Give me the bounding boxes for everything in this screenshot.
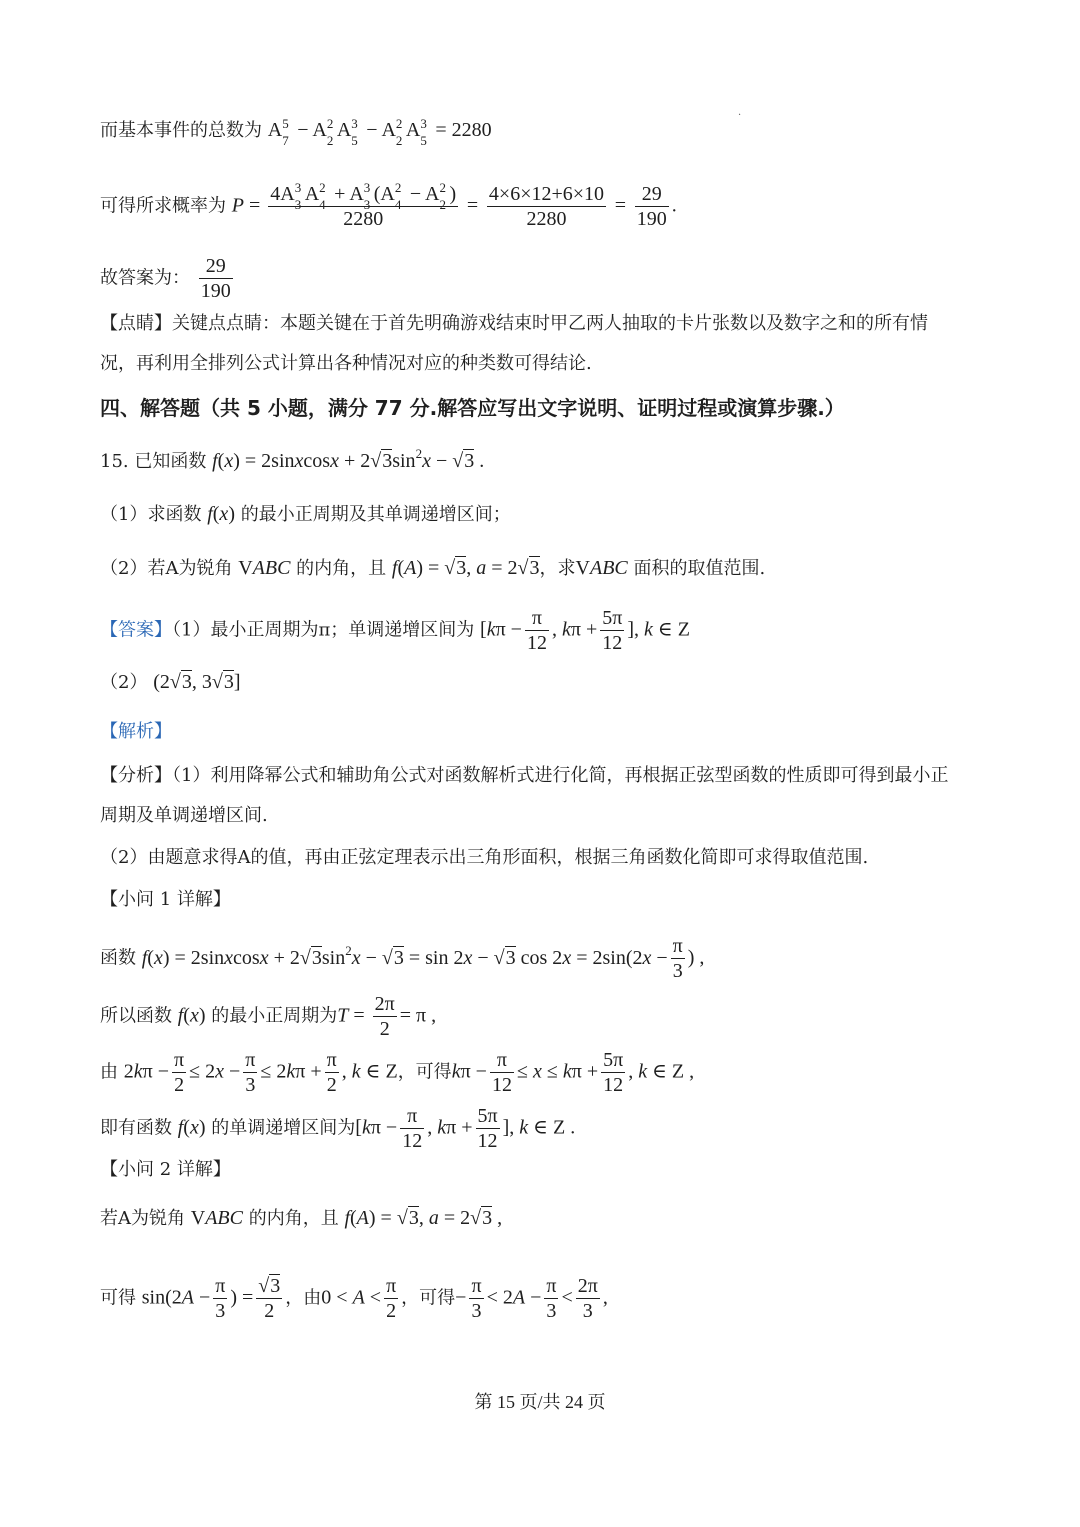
fenxi-tag: 【分析】 — [100, 765, 172, 786]
page-footer: 第 15 页/共 24 页 — [474, 1392, 606, 1412]
prob-label: 可得所求概率为 — [100, 195, 226, 217]
q15-part2-text-3: 面积的取值范围. — [633, 558, 766, 579]
fenxi-line-3: （2）由题意求得A的值，再由正弦定理表示出三角形面积，根据三角函数化简即可求得取值范围. — [100, 847, 869, 868]
answer-line — [100, 254, 990, 303]
sub2-keyi: 可得 — [100, 1287, 136, 1309]
dianjing-text-2: 况，再利用全排列公式计算出各种情况对应的种类数可得结论. — [100, 353, 592, 374]
prob-fraction-1: 4A 3 3 A 2 4 + A 3 3 (A 2 4 − A 2 2 ) 2280 — [270, 180, 457, 230]
sub2-line-2: 可得 sin(2A − $\frac{\pi}{3}$ ) = $\frac{√3}{2}$ ，由0 < A < $\frac{\pi}{2}$ ，可得− $\frac{\pi}{3}$ < 2A − $\frac{\pi}{3}$ < $\frac{2\pi}{3}$ , — [100, 1275, 608, 1322]
interval-label: 即有函数 — [100, 1117, 172, 1139]
basic-events-formula: A 5 7 − A 2 2 A 3 5 − A 2 2 A 3 5 = 2280 — [267, 116, 492, 149]
q15-part2: （2）若A为锐角 VABC 的内角，且 f(A) = √3, a = 2√3，求VABC 面积的取值范围. — [100, 557, 766, 579]
answer-1-line: 【答案】（1）最小正周期为π；单调递增区间为 [kπ − $\frac{\pi}{12}$ , kπ + $\frac{5\pi}{12}$ ], k ∈ Z — [100, 607, 690, 654]
jiexi-tag: 【解析】 — [100, 721, 172, 742]
probability-line: 可得所求概率为 P = 4A 3 3 A 2 4 + A 3 3 (A 2 4 − A 2 2 ) 2280 = $\frac{4\times 6\times 12+6\times 10}{2280}$ = $\frac{29}{190}$ . — [100, 180, 677, 230]
interval-text: 的单调递增区间为 — [211, 1117, 356, 1139]
answer-label: 故答案为： — [100, 267, 190, 289]
period-label: 所以函数 — [100, 1005, 172, 1027]
prob-fraction-2: $\frac{4\times 6\times 12+6\times 10}{2280}$ — [488, 183, 605, 230]
section-title: 四、解答题（共 5 小题，满分 77 分.解答应写出文字说明、证明过程或演算步骤.） — [100, 396, 845, 420]
fenxi-line-1 — [100, 762, 990, 790]
sub2-text-1: 若A为锐角 — [100, 1208, 185, 1229]
can-get-1: ，可得 — [397, 1061, 452, 1083]
sub2-text-2: 的内角，且 — [248, 1208, 339, 1229]
inequality-line: 由 2kπ − $\frac{\pi}{2}$ ≤ 2x − $\frac{\pi}{3}$ ≤ 2kπ + $\frac{\pi}{2}$ , k ∈ Z，可得kπ − $\frac{\pi}{12}$ ≤ x ≤ kπ + $\frac{5\pi}{12}$ , k ∈ Z , — [100, 1049, 695, 1096]
answer-2-line: （2） (2√3, 3√3] — [100, 671, 241, 693]
dianjing-line-2 — [100, 350, 990, 378]
sub2-line-1: 若A为锐角 VABC 的内角，且 f(A) = √3, a = 2√3 , — [100, 1207, 503, 1229]
scan-dot: · — [738, 110, 742, 121]
sub2-keyi2: ，可得 — [401, 1287, 456, 1309]
dianjing-tag: 【点睛】 — [100, 313, 172, 334]
q15-label: 15. 已知函数 — [100, 451, 207, 472]
q15-part1: （1）求函数 f(x) 的最小正周期及其单调递增区间； — [100, 503, 511, 525]
answer-fraction: $\frac{29}{190}$ — [200, 255, 231, 302]
dianjing-line-1 — [100, 310, 990, 338]
fenxi-text-1: （1）利用降幂公式和辅助角公式对函数解析式进行化简，再根据正弦型函数的性质即可得到最小正 — [172, 765, 949, 786]
q15-part2-text-2: ，求 — [539, 558, 576, 579]
prob-fraction-3: $\frac{29}{190}$ — [636, 183, 667, 230]
fenxi-line-2: 周期及单调递增区间. — [100, 805, 268, 826]
basic-events-label: 而基本事件的总数为 — [100, 120, 262, 141]
sub2-tag: 【小问 2 详解】 — [100, 1159, 231, 1180]
dianjing-text-1: 关键点点睛：本题关键在于首先明确游戏结束时甲乙两人抽取的卡片张数以及数字之和的所有情 — [172, 313, 928, 334]
func-simplify-line: 函数 f(x) = 2sinxcosx + $2√3\sin^2x - √3 = \sin 2x - √3$ cos 2x = 2sin(2x − $\frac{\pi}{3}$ ) , — [100, 935, 705, 982]
sub1-tag: 【小问 1 详解】 — [100, 889, 231, 910]
interval-line: 即有函数 f(x) 的单调递增区间为[kπ − $\frac{\pi}{12}$ , kπ + $\frac{5\pi}{12}$ ], k ∈ Z . — [100, 1105, 576, 1152]
answer-tag: 【答案】 — [100, 619, 172, 641]
q15-part1-label: （1）求函数 — [100, 504, 202, 525]
from-label: 由 — [100, 1061, 118, 1083]
answer-2-label: （2） — [100, 672, 148, 693]
period-line: 所以函数 f(x) 的最小正周期为T = $\frac{2\pi}{2}$ = π , — [100, 993, 437, 1040]
func-label: 函数 — [100, 947, 136, 969]
period-text: 的最小正周期为 — [211, 1005, 338, 1027]
sub2-by: ，由 — [285, 1287, 322, 1309]
q15-line: 15. 已知函数 f(x) = 2sinxcosx + $2√3\sin^2x - √3$ . — [100, 446, 485, 472]
answer-1-text: （1）最小正周期为π；单调递增区间为 — [172, 619, 475, 641]
q15-part2-text-1: 的内角，且 — [296, 558, 387, 579]
basic-events-line — [100, 116, 990, 149]
q15-part2-label: （2）若A为锐角 — [100, 558, 233, 579]
q15-part1-text: 的最小正周期及其单调递增区间； — [240, 504, 511, 525]
